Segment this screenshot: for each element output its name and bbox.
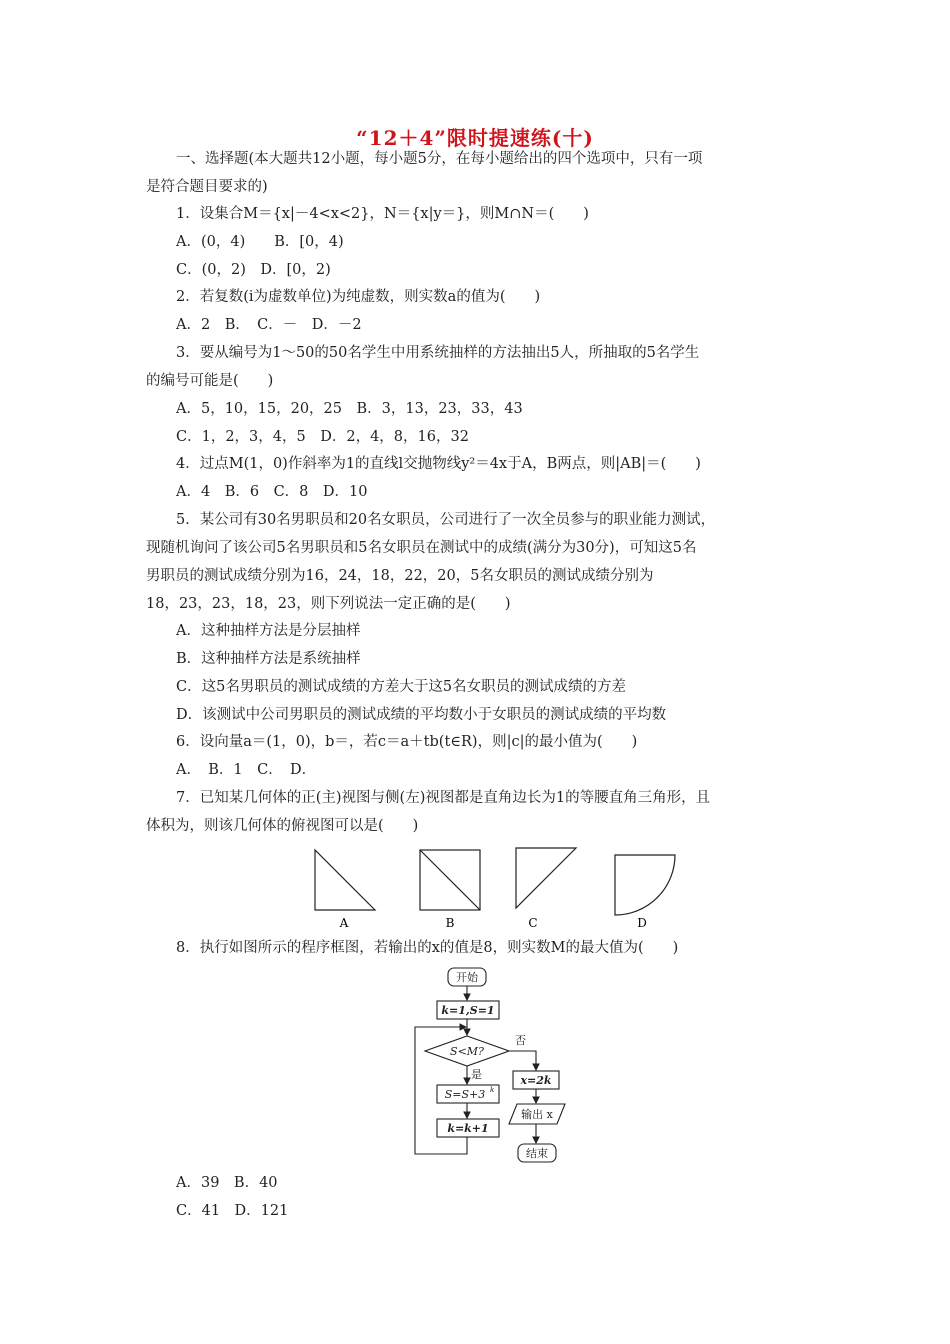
- q7-top-view-options-figure: [300, 840, 690, 935]
- flow-yes-label: 是: [471, 1068, 482, 1081]
- flow-assign-x-label: x=2k: [520, 1074, 552, 1087]
- flow-assign-s-exponent: k: [490, 1086, 495, 1094]
- q7-label-a: A: [339, 916, 349, 930]
- q8-flowchart: [405, 962, 585, 1167]
- q3-options-ab: A．5，10，15，20，25 B．3，13，23，33，43: [176, 401, 523, 417]
- flow-end-label: 结束: [526, 1147, 548, 1160]
- q1-stem: 1．设集合M＝{x|－4<x<2}，N＝{x|y＝}，则M∩N＝( ): [176, 206, 589, 222]
- q7-label-d: D: [637, 916, 647, 930]
- q5-option-a: A．这种抽样方法是分层抽样: [176, 623, 361, 639]
- q7-figure-a: [315, 850, 375, 910]
- q6-options: A． B．1 C． D．: [176, 762, 317, 778]
- q6-stem: 6．设向量a＝(1，0)，b＝，若c＝a＋tb(t∈R)，则|c|的最小值为( ): [176, 734, 638, 750]
- q5-stem-line1: 5．某公司有30名男职员和20名女职员，公司进行了一次全员参与的职业能力测试，: [176, 512, 716, 528]
- q1-options-ab: A．(0，4) B．[0，4): [176, 234, 344, 250]
- flow-output-label: 输出 x: [521, 1108, 553, 1121]
- q7-figure-c: [516, 848, 576, 908]
- q2-options: A．2 B． C．－ D．－2: [176, 317, 362, 333]
- q5-option-c: C．这5名男职员的测试成绩的方差大于这5名女职员的测试成绩的方差: [176, 679, 627, 695]
- flow-no-label: 否: [515, 1034, 526, 1047]
- q4-stem: 4．过点M(1，0)作斜率为1的直线l交抛物线y²＝4x于A，B两点，则|AB|＝( ): [176, 456, 701, 472]
- q7-label-b: B: [445, 916, 455, 930]
- q3-options-cd: C．1，2，3，4，5 D．2，4，8，16，32: [176, 429, 469, 445]
- section-heading-line1: 一、选择题(本大题共12小题，每小题5分，在每小题给出的四个选项中，只有一项: [176, 151, 703, 167]
- q8-options-cd: C．41 D．121: [176, 1203, 289, 1219]
- flow-increment-label: k=k+1: [447, 1122, 489, 1135]
- q5-stem-line3: 男职员的测试成绩分别为16，24，18，22，20，5名女职员的测试成绩分别为: [146, 568, 654, 584]
- q5-option-d: D．该测试中公司男职员的测试成绩的平均数小于女职员的测试成绩的平均数: [176, 707, 667, 723]
- flow-assign-s-label: S=S+3: [444, 1088, 486, 1101]
- section-heading-line2: 是符合题目要求的): [146, 179, 268, 195]
- flow-init-label: k=1,S=1: [441, 1004, 495, 1017]
- q5-option-b: B．这种抽样方法是系统抽样: [176, 651, 361, 667]
- q1-options-cd: C．(0，2) D．[0，2): [176, 262, 331, 278]
- q7-label-c: C: [528, 916, 538, 930]
- q7-stem-line2: 体积为，则该几何体的俯视图可以是( ): [146, 818, 419, 834]
- q8-options-ab: A．39 B．40: [176, 1175, 278, 1191]
- q4-options: A．4 B．6 C．8 D．10: [176, 484, 368, 500]
- q7-stem-line1: 7．已知某几何体的正(主)视图与侧(左)视图都是直角边长为1的等腰直角三角形，且: [176, 790, 711, 806]
- q5-stem-line2: 现随机询问了该公司5名男职员和5名女职员在测试中的成绩(满分为30分)，可知这5名: [146, 540, 697, 556]
- page-title: “12＋4”限时提速练(十): [356, 126, 594, 150]
- q5-stem-line4: 18，23，23，18，23，则下列说法一定正确的是( ): [146, 596, 511, 612]
- q2-stem: 2．若复数(i为虚数单位)为纯虚数，则实数a的值为( ): [176, 289, 541, 305]
- flow-start-label: 开始: [456, 971, 478, 984]
- q7-figure-d: [615, 855, 675, 915]
- q3-stem-line2: 的编号可能是( ): [146, 373, 274, 389]
- q7-figure-b: [420, 850, 480, 910]
- q8-stem: 8．执行如图所示的程序框图，若输出的x的值是8，则实数M的最大值为( ): [176, 940, 679, 956]
- q3-stem-line1: 3．要从编号为1～50的50名学生中用系统抽样的方法抽出5人，所抽取的5名学生: [176, 345, 700, 361]
- flow-condition-label: S<M?: [450, 1045, 484, 1058]
